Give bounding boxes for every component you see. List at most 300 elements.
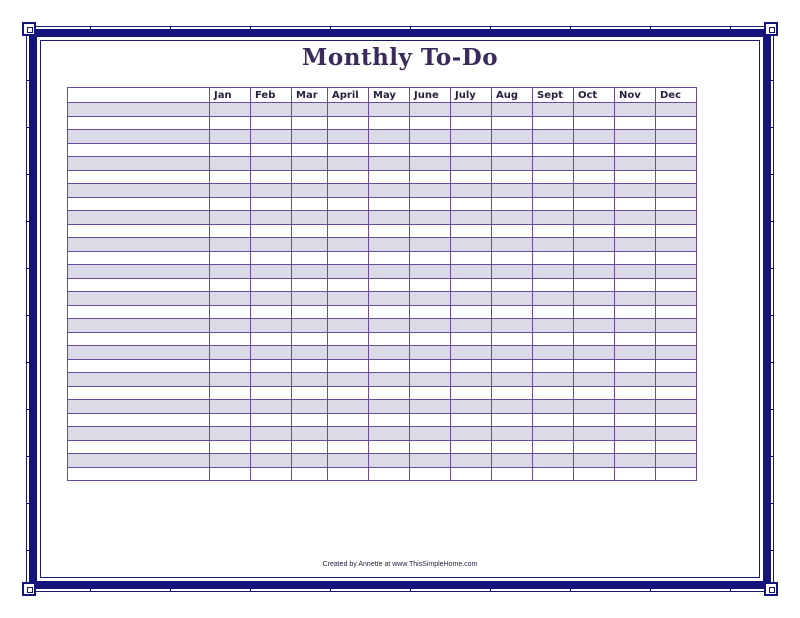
month-check-cell[interactable] [533,157,574,171]
month-check-cell[interactable] [656,265,697,279]
month-check-cell[interactable] [451,346,492,360]
month-check-cell[interactable] [328,224,369,238]
month-check-cell[interactable] [369,184,410,198]
month-check-cell[interactable] [451,265,492,279]
task-cell[interactable] [68,440,210,454]
month-check-cell[interactable] [533,305,574,319]
task-cell[interactable] [68,454,210,468]
month-check-cell[interactable] [410,427,451,441]
month-check-cell[interactable] [210,454,251,468]
month-check-cell[interactable] [251,224,292,238]
month-check-cell[interactable] [210,184,251,198]
month-check-cell[interactable] [615,197,656,211]
month-check-cell[interactable] [292,440,328,454]
month-check-cell[interactable] [656,211,697,225]
month-check-cell[interactable] [615,332,656,346]
month-check-cell[interactable] [656,305,697,319]
month-check-cell[interactable] [410,467,451,481]
month-check-cell[interactable] [492,400,533,414]
task-cell[interactable] [68,413,210,427]
month-check-cell[interactable] [615,278,656,292]
month-check-cell[interactable] [533,359,574,373]
month-check-cell[interactable] [210,130,251,144]
month-check-cell[interactable] [292,319,328,333]
month-check-cell[interactable] [210,103,251,117]
month-check-cell[interactable] [369,157,410,171]
month-check-cell[interactable] [328,157,369,171]
month-check-cell[interactable] [615,251,656,265]
month-check-cell[interactable] [615,224,656,238]
month-check-cell[interactable] [492,467,533,481]
month-check-cell[interactable] [328,170,369,184]
month-check-cell[interactable] [533,467,574,481]
month-check-cell[interactable] [210,440,251,454]
month-check-cell[interactable] [251,440,292,454]
month-check-cell[interactable] [615,103,656,117]
month-check-cell[interactable] [251,170,292,184]
month-check-cell[interactable] [492,143,533,157]
month-check-cell[interactable] [369,427,410,441]
month-check-cell[interactable] [656,413,697,427]
month-check-cell[interactable] [656,184,697,198]
month-check-cell[interactable] [451,170,492,184]
month-check-cell[interactable] [533,103,574,117]
month-check-cell[interactable] [492,211,533,225]
month-check-cell[interactable] [410,292,451,306]
month-check-cell[interactable] [615,427,656,441]
month-check-cell[interactable] [251,292,292,306]
month-check-cell[interactable] [656,116,697,130]
month-check-cell[interactable] [410,130,451,144]
month-check-cell[interactable] [574,170,615,184]
month-check-cell[interactable] [533,184,574,198]
month-check-cell[interactable] [615,305,656,319]
month-check-cell[interactable] [492,251,533,265]
month-check-cell[interactable] [410,157,451,171]
month-check-cell[interactable] [574,346,615,360]
month-check-cell[interactable] [292,278,328,292]
month-check-cell[interactable] [656,467,697,481]
month-check-cell[interactable] [492,454,533,468]
month-check-cell[interactable] [328,319,369,333]
month-check-cell[interactable] [533,116,574,130]
month-check-cell[interactable] [451,278,492,292]
month-check-cell[interactable] [574,319,615,333]
month-check-cell[interactable] [492,359,533,373]
month-check-cell[interactable] [210,305,251,319]
month-check-cell[interactable] [533,319,574,333]
month-check-cell[interactable] [533,251,574,265]
month-check-cell[interactable] [210,197,251,211]
month-check-cell[interactable] [533,400,574,414]
month-check-cell[interactable] [328,278,369,292]
month-check-cell[interactable] [492,386,533,400]
month-check-cell[interactable] [369,332,410,346]
month-check-cell[interactable] [410,184,451,198]
month-check-cell[interactable] [656,427,697,441]
month-check-cell[interactable] [533,278,574,292]
month-check-cell[interactable] [328,386,369,400]
month-check-cell[interactable] [615,359,656,373]
month-check-cell[interactable] [251,103,292,117]
task-cell[interactable] [68,143,210,157]
month-check-cell[interactable] [251,386,292,400]
task-cell[interactable] [68,386,210,400]
month-check-cell[interactable] [410,454,451,468]
month-check-cell[interactable] [533,197,574,211]
month-check-cell[interactable] [410,116,451,130]
month-check-cell[interactable] [292,211,328,225]
month-check-cell[interactable] [251,373,292,387]
month-check-cell[interactable] [369,400,410,414]
month-check-cell[interactable] [451,251,492,265]
month-check-cell[interactable] [656,130,697,144]
month-check-cell[interactable] [292,373,328,387]
month-check-cell[interactable] [533,427,574,441]
month-check-cell[interactable] [533,130,574,144]
month-check-cell[interactable] [210,346,251,360]
month-check-cell[interactable] [210,319,251,333]
month-check-cell[interactable] [451,359,492,373]
month-check-cell[interactable] [492,427,533,441]
month-check-cell[interactable] [210,143,251,157]
month-check-cell[interactable] [328,292,369,306]
task-cell[interactable] [68,278,210,292]
month-check-cell[interactable] [292,427,328,441]
month-check-cell[interactable] [574,197,615,211]
month-check-cell[interactable] [410,359,451,373]
month-check-cell[interactable] [328,305,369,319]
month-check-cell[interactable] [369,467,410,481]
task-cell[interactable] [68,346,210,360]
month-check-cell[interactable] [251,454,292,468]
month-check-cell[interactable] [210,211,251,225]
month-check-cell[interactable] [492,238,533,252]
month-check-cell[interactable] [656,332,697,346]
month-check-cell[interactable] [533,440,574,454]
month-check-cell[interactable] [451,116,492,130]
month-check-cell[interactable] [656,346,697,360]
month-check-cell[interactable] [292,400,328,414]
month-check-cell[interactable] [328,184,369,198]
month-check-cell[interactable] [492,373,533,387]
month-check-cell[interactable] [251,143,292,157]
task-cell[interactable] [68,467,210,481]
task-cell[interactable] [68,292,210,306]
month-check-cell[interactable] [574,238,615,252]
month-check-cell[interactable] [574,454,615,468]
month-check-cell[interactable] [292,292,328,306]
month-check-cell[interactable] [451,400,492,414]
month-check-cell[interactable] [615,319,656,333]
month-check-cell[interactable] [574,211,615,225]
month-check-cell[interactable] [451,319,492,333]
month-check-cell[interactable] [574,305,615,319]
month-check-cell[interactable] [492,346,533,360]
month-check-cell[interactable] [369,197,410,211]
month-check-cell[interactable] [574,103,615,117]
month-check-cell[interactable] [451,305,492,319]
month-check-cell[interactable] [292,359,328,373]
month-check-cell[interactable] [656,143,697,157]
month-check-cell[interactable] [451,143,492,157]
month-check-cell[interactable] [369,238,410,252]
month-check-cell[interactable] [251,238,292,252]
month-check-cell[interactable] [292,224,328,238]
month-check-cell[interactable] [451,386,492,400]
month-check-cell[interactable] [410,238,451,252]
month-check-cell[interactable] [410,332,451,346]
month-check-cell[interactable] [615,130,656,144]
month-check-cell[interactable] [656,454,697,468]
month-check-cell[interactable] [574,359,615,373]
month-check-cell[interactable] [210,292,251,306]
task-cell[interactable] [68,157,210,171]
month-check-cell[interactable] [410,386,451,400]
month-check-cell[interactable] [656,400,697,414]
task-cell[interactable] [68,116,210,130]
month-check-cell[interactable] [656,440,697,454]
month-check-cell[interactable] [328,130,369,144]
month-check-cell[interactable] [451,184,492,198]
month-check-cell[interactable] [251,427,292,441]
month-check-cell[interactable] [369,143,410,157]
month-check-cell[interactable] [410,400,451,414]
task-cell[interactable] [68,170,210,184]
month-check-cell[interactable] [251,305,292,319]
month-check-cell[interactable] [369,305,410,319]
month-check-cell[interactable] [656,170,697,184]
month-check-cell[interactable] [451,157,492,171]
month-check-cell[interactable] [292,413,328,427]
task-cell[interactable] [68,211,210,225]
month-check-cell[interactable] [533,454,574,468]
task-cell[interactable] [68,224,210,238]
month-check-cell[interactable] [656,251,697,265]
month-check-cell[interactable] [492,292,533,306]
month-check-cell[interactable] [292,157,328,171]
month-check-cell[interactable] [533,413,574,427]
month-check-cell[interactable] [574,265,615,279]
month-check-cell[interactable] [328,440,369,454]
month-check-cell[interactable] [615,116,656,130]
month-check-cell[interactable] [533,224,574,238]
month-check-cell[interactable] [410,440,451,454]
task-cell[interactable] [68,373,210,387]
month-check-cell[interactable] [656,157,697,171]
month-check-cell[interactable] [410,413,451,427]
task-cell[interactable] [68,400,210,414]
month-check-cell[interactable] [451,130,492,144]
task-cell[interactable] [68,130,210,144]
month-check-cell[interactable] [615,346,656,360]
month-check-cell[interactable] [292,116,328,130]
month-check-cell[interactable] [492,265,533,279]
month-check-cell[interactable] [451,440,492,454]
month-check-cell[interactable] [328,454,369,468]
month-check-cell[interactable] [533,211,574,225]
month-check-cell[interactable] [328,143,369,157]
month-check-cell[interactable] [328,359,369,373]
task-cell[interactable] [68,332,210,346]
month-check-cell[interactable] [615,265,656,279]
month-check-cell[interactable] [292,103,328,117]
month-check-cell[interactable] [292,184,328,198]
month-check-cell[interactable] [574,292,615,306]
month-check-cell[interactable] [328,373,369,387]
month-check-cell[interactable] [656,386,697,400]
month-check-cell[interactable] [656,278,697,292]
month-check-cell[interactable] [410,197,451,211]
month-check-cell[interactable] [492,332,533,346]
month-check-cell[interactable] [251,467,292,481]
month-check-cell[interactable] [292,332,328,346]
month-check-cell[interactable] [451,238,492,252]
month-check-cell[interactable] [492,305,533,319]
month-check-cell[interactable] [574,467,615,481]
month-check-cell[interactable] [210,170,251,184]
month-check-cell[interactable] [615,454,656,468]
month-check-cell[interactable] [369,265,410,279]
month-check-cell[interactable] [369,359,410,373]
month-check-cell[interactable] [615,292,656,306]
month-check-cell[interactable] [251,157,292,171]
month-check-cell[interactable] [292,170,328,184]
month-check-cell[interactable] [328,116,369,130]
month-check-cell[interactable] [451,454,492,468]
month-check-cell[interactable] [533,143,574,157]
month-check-cell[interactable] [615,386,656,400]
month-check-cell[interactable] [251,319,292,333]
month-check-cell[interactable] [615,184,656,198]
month-check-cell[interactable] [251,413,292,427]
task-cell[interactable] [68,427,210,441]
month-check-cell[interactable] [251,346,292,360]
month-check-cell[interactable] [574,413,615,427]
month-check-cell[interactable] [369,454,410,468]
month-check-cell[interactable] [328,238,369,252]
month-check-cell[interactable] [251,130,292,144]
month-check-cell[interactable] [369,211,410,225]
month-check-cell[interactable] [328,332,369,346]
month-check-cell[interactable] [328,211,369,225]
month-check-cell[interactable] [210,224,251,238]
month-check-cell[interactable] [451,413,492,427]
month-check-cell[interactable] [210,467,251,481]
month-check-cell[interactable] [369,278,410,292]
month-check-cell[interactable] [492,116,533,130]
month-check-cell[interactable] [656,359,697,373]
month-check-cell[interactable] [656,103,697,117]
month-check-cell[interactable] [410,278,451,292]
month-check-cell[interactable] [533,292,574,306]
month-check-cell[interactable] [369,319,410,333]
task-cell[interactable] [68,197,210,211]
month-check-cell[interactable] [451,373,492,387]
month-check-cell[interactable] [410,103,451,117]
month-check-cell[interactable] [328,427,369,441]
month-check-cell[interactable] [574,157,615,171]
task-cell[interactable] [68,251,210,265]
month-check-cell[interactable] [574,440,615,454]
month-check-cell[interactable] [328,467,369,481]
month-check-cell[interactable] [615,170,656,184]
month-check-cell[interactable] [615,143,656,157]
month-check-cell[interactable] [615,211,656,225]
month-check-cell[interactable] [492,413,533,427]
month-check-cell[interactable] [292,305,328,319]
month-check-cell[interactable] [533,332,574,346]
month-check-cell[interactable] [251,116,292,130]
month-check-cell[interactable] [574,278,615,292]
month-check-cell[interactable] [656,224,697,238]
month-check-cell[interactable] [574,184,615,198]
month-check-cell[interactable] [251,211,292,225]
month-check-cell[interactable] [574,386,615,400]
month-check-cell[interactable] [451,427,492,441]
month-check-cell[interactable] [210,386,251,400]
month-check-cell[interactable] [328,400,369,414]
month-check-cell[interactable] [210,359,251,373]
month-check-cell[interactable] [492,103,533,117]
month-check-cell[interactable] [410,170,451,184]
month-check-cell[interactable] [451,467,492,481]
month-check-cell[interactable] [533,238,574,252]
month-check-cell[interactable] [328,413,369,427]
month-check-cell[interactable] [328,103,369,117]
month-check-cell[interactable] [210,238,251,252]
month-check-cell[interactable] [292,251,328,265]
month-check-cell[interactable] [451,197,492,211]
month-check-cell[interactable] [369,386,410,400]
month-check-cell[interactable] [451,103,492,117]
month-check-cell[interactable] [410,319,451,333]
month-check-cell[interactable] [251,184,292,198]
month-check-cell[interactable] [492,278,533,292]
month-check-cell[interactable] [615,400,656,414]
month-check-cell[interactable] [656,292,697,306]
month-check-cell[interactable] [210,413,251,427]
month-check-cell[interactable] [410,224,451,238]
month-check-cell[interactable] [615,238,656,252]
month-check-cell[interactable] [328,197,369,211]
task-cell[interactable] [68,184,210,198]
month-check-cell[interactable] [292,143,328,157]
month-check-cell[interactable] [410,251,451,265]
month-check-cell[interactable] [328,346,369,360]
month-check-cell[interactable] [210,265,251,279]
month-check-cell[interactable] [369,130,410,144]
month-check-cell[interactable] [369,224,410,238]
month-check-cell[interactable] [369,116,410,130]
month-check-cell[interactable] [410,265,451,279]
month-check-cell[interactable] [369,373,410,387]
month-check-cell[interactable] [251,265,292,279]
month-check-cell[interactable] [656,238,697,252]
month-check-cell[interactable] [574,224,615,238]
month-check-cell[interactable] [410,346,451,360]
task-cell[interactable] [68,265,210,279]
month-check-cell[interactable] [292,346,328,360]
month-check-cell[interactable] [615,413,656,427]
month-check-cell[interactable] [328,265,369,279]
month-check-cell[interactable] [492,157,533,171]
month-check-cell[interactable] [210,157,251,171]
month-check-cell[interactable] [369,413,410,427]
month-check-cell[interactable] [656,373,697,387]
task-cell[interactable] [68,359,210,373]
month-check-cell[interactable] [574,130,615,144]
